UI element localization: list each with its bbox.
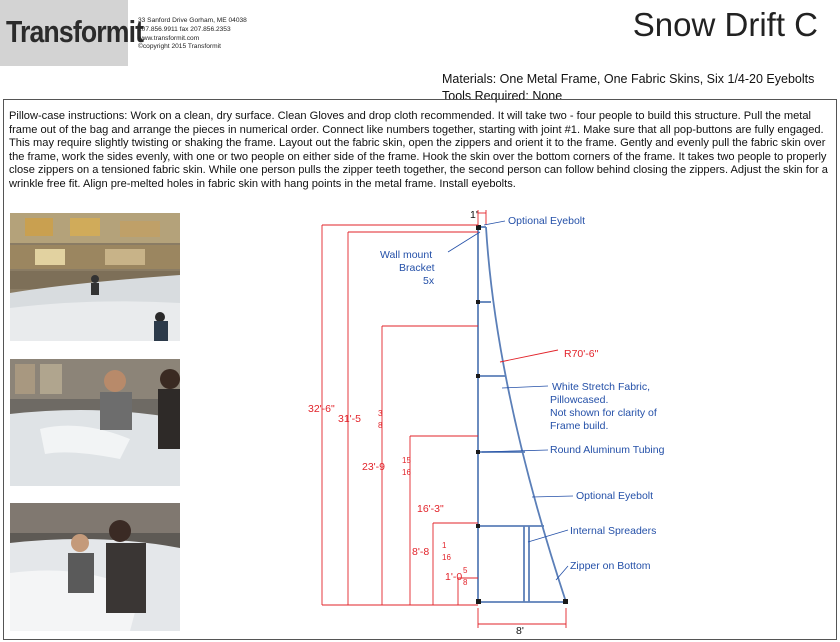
photo-warehouse-assembly: [10, 213, 180, 341]
company-info: [138, 17, 247, 52]
callout-fabric-line2: Pillowcased.: [550, 394, 609, 406]
dim-8-8-numerator: 1: [442, 541, 447, 550]
callout-round-tubing: Round Aluminum Tubing: [550, 444, 665, 456]
dim-23-9-label: 23'-9: [362, 461, 386, 473]
dim-overall-height: 32'-6": [308, 403, 335, 415]
dim-1-0-label: 1'-0: [445, 571, 463, 583]
dim-23-9-numerator: 15: [402, 456, 411, 465]
dim-23-9-15-16: [362, 456, 411, 477]
callout-fabric-line3: Not shown for clarity of: [550, 407, 657, 419]
callout-wall-mount-line2: Bracket: [399, 262, 435, 274]
photo-skin-fitting: [10, 359, 180, 486]
callout-internal-spreaders: Internal Spreaders: [570, 525, 657, 537]
callout-zipper-bottom: Zipper on Bottom: [570, 560, 651, 572]
callout-optional-eyebolt-mid: Optional Eyebolt: [576, 490, 654, 502]
dim-31-5-label: 31'-5: [338, 413, 362, 425]
callout-fabric-line4: Frame build.: [550, 420, 609, 432]
dim-1-0-numerator: 5: [463, 566, 468, 575]
callout-wall-mount-line3: 5x: [423, 275, 435, 287]
frame-elevation-drawing: [300, 200, 840, 640]
materials-line: Materials: One Metal Frame, One Fabric Skins, Six 1/4-20 Eyebolts: [442, 72, 815, 86]
photo-zipper-closing: [10, 503, 180, 631]
callout-optional-eyebolt-top: Optional Eyebolt: [508, 215, 586, 227]
dim-31-5-denominator: 8: [378, 421, 383, 430]
instructions-paragraph: Pillow-case instructions: Work on a clean, dry surface. Clean Gloves and drop cloth recommended. It will take two - four people to build this structure. Pull the metal frame out of the bag and arrange the pieces in numerical order. Connect like numbers together, starting with joint #1. Make sure that all pop-buttons are fully engaged. This may require slightly twisting or shaking the frame. Layout out the fabric skin, open the zippers and orient it to the frame. Gently and evenly pull the fabric skin over the frame, work the sides evenly, with one or two people on either side of the frame. Hook the skin over the bottom corners of the frame. It takes two people to properly close zippers on a tensioned fabric skin. While one person pulls the zipper teeth together, the second person can follow behind closing the zippers. Adjust the skin for a wrinkle free fit. Align pre-melted holes in fabric skin with hang points in the metal frame. Install eyebolts.: [9, 110, 828, 190]
dim-16-3: 16'-3": [417, 503, 444, 515]
dim-31-5-3-8: [338, 409, 383, 430]
dim-radius: R70'-6": [564, 348, 599, 360]
dim-8-8-denominator: 16: [442, 553, 451, 562]
dim-31-5-numerator: 3: [378, 409, 383, 418]
company-logo: Transformit: [6, 14, 144, 49]
dim-1-0-denominator: 8: [463, 578, 468, 587]
dim-23-9-denominator: 16: [402, 468, 411, 477]
dim-top-width: 1': [470, 209, 478, 221]
callout-fabric-line1: White Stretch Fabric,: [552, 381, 651, 393]
company-copyright: ©copyright 2015 Transformit: [138, 43, 221, 51]
dim-8-8-label: 8'-8: [412, 546, 430, 558]
dim-1-0-5-8: [445, 566, 468, 587]
callout-wall-mount-line1: Wall mount: [380, 249, 433, 261]
logo-block: [0, 0, 144, 66]
tools-line: Tools Required: None: [442, 89, 563, 103]
company-address: 33 Sanford Drive Gorham, ME 04038: [138, 17, 247, 24]
page-title: Snow Drift C: [632, 6, 818, 43]
dim-8-8-1-16: [412, 541, 451, 562]
company-website: www.transformit.com: [138, 34, 200, 42]
dim-bottom-width: 8': [516, 625, 524, 637]
company-phone: 207.856.9911 fax 207.856.2353: [138, 25, 231, 33]
